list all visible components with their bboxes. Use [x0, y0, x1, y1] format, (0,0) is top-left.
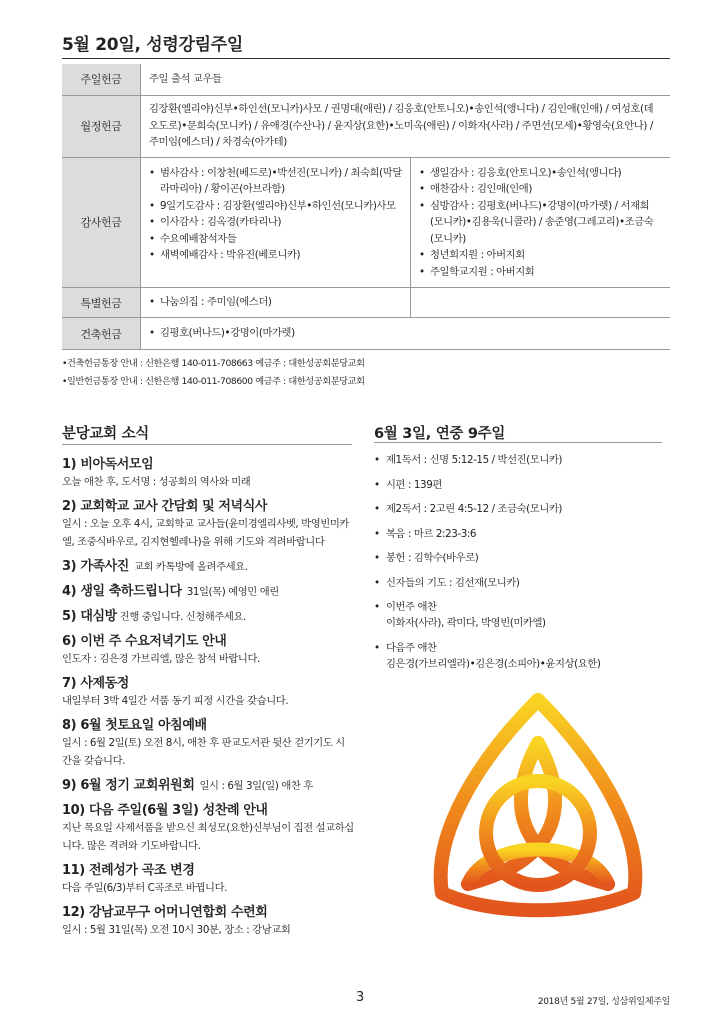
news-item — [62, 633, 354, 668]
news-item-title: 4) 생일 축하드립니다 — [62, 584, 182, 599]
news-item-title: 9) 6월 정기 교회위원회 — [62, 778, 195, 793]
account-note: •일반헌금통장 안내 : 신한은행 140-011-708600 예금주 : 대한성공회분당교회 — [62, 376, 365, 387]
news-item-body: 지난 목요일 사제서품을 받으신 최성모(요한)신부님이 집전 설교하십니다. 많은 격려와 기도바랍니다. — [62, 822, 354, 852]
news-item-body: 오늘 애찬 후, 도서명 : 성공회의 역사와 미래 — [62, 476, 251, 488]
news-item-body: 다음 주일(6/3)부터 C곡조로 바뀝니다. — [62, 882, 227, 894]
offering-entry: • 새벽예배감사 : 박유진(베로니카) — [149, 247, 402, 264]
offering-row-special — [62, 288, 670, 318]
news-item — [62, 583, 354, 601]
news-item-title-line — [62, 583, 354, 601]
news-item-title-line — [62, 777, 354, 795]
news-item-title: 6) 이번 주 수요저녁기도 안내 — [62, 634, 227, 649]
news-item-title: 2) 교회학교 교사 간담회 및 저녁식사 — [62, 499, 268, 514]
offering-label: 특별헌금 — [62, 288, 141, 318]
schedule-item: • 봉헌 : 김학수(바우로) — [374, 550, 670, 566]
title-divider — [62, 58, 670, 59]
offering-list-right — [411, 157, 671, 288]
schedule-item: • 신자들의 기도 : 김선재(모니카) — [374, 575, 670, 591]
offering-list — [141, 318, 671, 350]
news-item — [62, 558, 354, 576]
schedule-item: • 이번주 애찬 이화자(사라), 곽미다, 박영빈(미카엘) — [374, 599, 670, 631]
offering-label: 월정헌금 — [62, 95, 141, 157]
offering-list-left — [141, 157, 411, 288]
news-item-title: 7) 사제동정 — [62, 676, 129, 691]
news-item — [62, 862, 354, 897]
news-heading: 분당교회 소식 — [62, 426, 149, 442]
news-item-inline: 31일(목) 예영민 애린 — [186, 586, 279, 598]
offering-entry: • 이사감사 : 김옥경(카타리나) — [149, 214, 402, 231]
news-item-inline: 진행 중입니다. 신청해주세요. — [119, 611, 246, 623]
news-item-body: 일시 : 5월 31일(목) 오전 10시 30분, 장소 : 강남교회 — [62, 924, 291, 936]
schedule-item: • 제2독서 : 2고린 4:5-12 / 조금숙(모니카) — [374, 501, 670, 517]
offering-entry: • 범사감사 : 이창천(베드로)•박선진(모니카) / 최숙희(막달라마리아) / 황이곤(아브라함) — [149, 165, 402, 198]
news-item-title-line — [62, 558, 354, 576]
news-item-title: 10) 다음 주일(6월 3일) 성찬례 안내 — [62, 803, 268, 818]
news-item-inline: 교회 카톡방에 올려주세요. — [133, 561, 248, 573]
news-item-title: 11) 전례성가 곡조 변경 — [62, 863, 195, 878]
offering-label: 주일헌금 — [62, 64, 141, 95]
news-item-body: 내일부터 3박 4일간 서품 동기 피정 시간을 갖습니다. — [62, 695, 289, 707]
news-item — [62, 498, 354, 551]
schedule-divider — [374, 442, 662, 443]
offering-entry: • 생일감사 : 김응호(안토니오)•송인석(앵니다) — [419, 165, 662, 182]
offering-entry: • 애찬감사 : 김인애(인애) — [419, 181, 662, 198]
account-note: •건축헌금통장 안내 : 신한은행 140-011-708663 예금주 : 대한성공회분당교회 — [62, 358, 365, 369]
news-item — [62, 717, 354, 770]
schedule-heading: 6월 3일, 연중 9주일 — [374, 426, 506, 442]
schedule-item: • 제1독서 : 신명 5:12-15 / 박선진(모니카) — [374, 452, 670, 468]
offering-label: 건축헌금 — [62, 318, 141, 350]
offering-entry: • 청년회지원 : 아버지회 — [419, 247, 662, 264]
news-item-title-line — [62, 608, 354, 626]
page-title: 5월 20일, 성령강림주일 — [62, 35, 243, 55]
schedule-item: • 시편 : 139편 — [374, 477, 670, 493]
offering-row-thanks — [62, 157, 670, 288]
offering-label: 감사헌금 — [62, 157, 141, 288]
offering-entry: • 수요예배참석자들 — [149, 231, 402, 248]
offering-entry: • 주일학교지원 : 아버지회 — [419, 264, 662, 281]
footer-date: 2018년 5월 27일, 성삼위일체주일 — [537, 997, 670, 1007]
news-item-title: 12) 강남교무구 어머니연합회 수련회 — [62, 905, 268, 920]
news-item — [62, 608, 354, 626]
trinity-knot-icon — [428, 688, 648, 918]
news-list — [62, 456, 354, 946]
news-item — [62, 777, 354, 795]
offering-text: 주일 출석 교우들 — [141, 64, 671, 95]
offering-empty-cell — [411, 288, 671, 318]
news-item — [62, 904, 354, 939]
news-item-title: 1) 비아독서모임 — [62, 457, 154, 472]
news-divider — [62, 444, 352, 445]
account-notes — [62, 355, 365, 391]
schedule-list — [374, 452, 670, 680]
offering-row-building — [62, 318, 670, 350]
news-item — [62, 456, 354, 491]
knot-ring — [486, 781, 590, 885]
news-item-title: 5) 대심방 — [62, 609, 117, 624]
offering-list-left — [141, 288, 411, 318]
news-item-inline: 일시 : 6월 3일(일) 애찬 후 — [199, 780, 313, 792]
news-item — [62, 675, 354, 710]
offering-text: 김장환(엘리야)신부•하인선(모니카)사모 / 권명대(애린) / 김응호(안토니오)•송인석(앵니다) / 김인애(인애) / 여성호(데오도로)•문희숙(모니카) / 유애경(수산나) / 윤지상(요한)•노미옥(애린) / 이화자(사라) / 주면선(모세)•황영숙(요안나) / 주미임(에스더) / 차경숙(아가테) — [141, 95, 671, 157]
news-item-body: 인도자 : 김은경 가브리엘, 많은 참석 바랍니다. — [62, 653, 260, 665]
offering-table — [62, 64, 670, 350]
offering-entry: • 김평호(버나드)•강명이(마가렛) — [149, 325, 662, 342]
news-item-title: 8) 6월 첫토요일 아침예배 — [62, 718, 207, 733]
news-item — [62, 802, 354, 855]
news-item-body: 일시 : 오늘 오후 4시, 교회학교 교사들(윤미경엘리사벳, 박영빈미카엘, 조중식바우로, 김지현헬레나)을 위해 기도와 격려바랍니다 — [62, 518, 349, 548]
offering-entry: • 나눔의집 : 주미임(에스더) — [149, 294, 402, 311]
news-item-body: 일시 : 6월 2일(토) 오전 8시, 애찬 후 판교도서관 뒷산 걷기기도 시간을 갖습니다. — [62, 737, 345, 767]
page-number: 3 — [356, 990, 365, 1005]
schedule-item: • 복음 : 마르 2:23-3:6 — [374, 526, 670, 542]
offering-entry: • 9일기도감사 : 김장환(엘리야)신부•하인선(모니카)사모 — [149, 198, 402, 215]
offering-row-monthly — [62, 95, 670, 157]
offering-row-sunday — [62, 64, 670, 95]
schedule-item: • 다음주 애찬 김은경(가브리엘라)•김은경(소피아)•윤지상(요한) — [374, 640, 670, 672]
news-item-title: 3) 가족사진 — [62, 559, 129, 574]
offering-entry: • 심방감사 : 김평호(버나드)•강명이(마가렛) / 서재희(모니카)•김용욱(니콜라) / 송준영(그레고리)•조금숙(모니카) — [419, 198, 662, 248]
